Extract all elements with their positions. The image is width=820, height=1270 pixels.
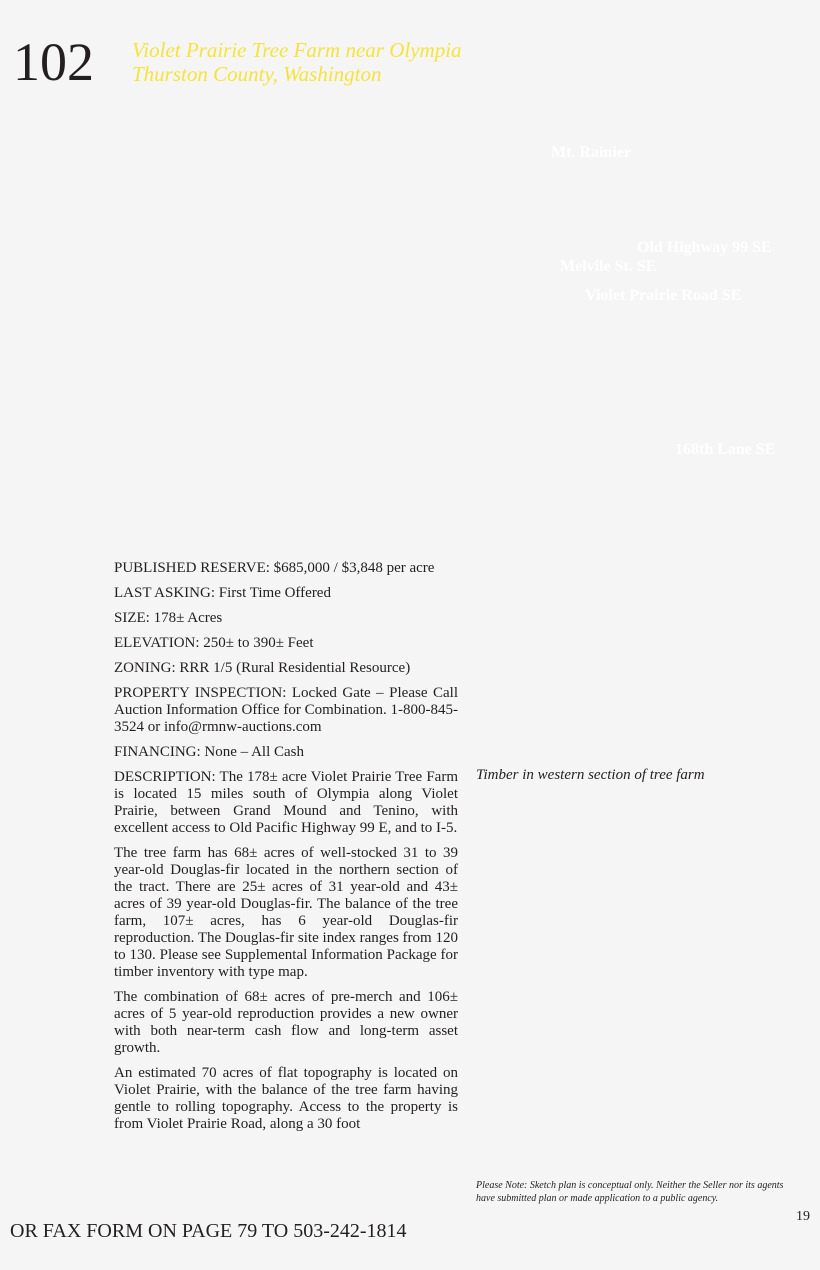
last-asking: LAST ASKING: First Time Offered <box>114 585 331 601</box>
sketch-plan-note: Please Note: Sketch plan is conceptual only. Neither the Seller nor its agents have submitted plan or made application to a public agency. <box>476 1180 784 1204</box>
map-label-violet-prairie-road: Violet Prairie Road SE <box>585 287 742 304</box>
paragraph-timber: The tree farm has 68± acres of well-stocked 31 to 39 year-old Douglas-fir located in the northern section of the tract. There are 25± acres of 31 year-old and 43± acres of 39 year-old Douglas-fir. The balance of the tree farm, 107± acres, has 6 year-old Douglas-fir reproduction. The Douglas-fir site index ranges from 120 to 130. Please see Supplemental Information Package for timber inventory with type map. <box>114 845 458 980</box>
page-number: 19 <box>796 1209 810 1224</box>
financing: FINANCING: None – All Cash <box>114 744 304 760</box>
description: DESCRIPTION: The 178± acre Violet Prairie Tree Farm is located 15 miles south of Olympia along Violet Prairie, between Grand Mound and Tenino, with excellent access to Old Pacific Highway 99 E, and to I-5. <box>114 769 458 836</box>
zoning: ZONING: RRR 1/5 (Rural Residential Resource) <box>114 660 411 676</box>
photo-caption: Timber in western section of tree farm <box>476 767 705 783</box>
property-inspection: PROPERTY INSPECTION: Locked Gate – Please Call Auction Information Office for Combination. 1-800-845-3524 or info@rmnw-auctions.com <box>114 685 458 735</box>
fax-footer: OR FAX FORM ON PAGE 79 TO 503-242-1814 <box>10 1220 407 1242</box>
elevation: ELEVATION: 250± to 390± Feet <box>114 635 314 651</box>
title-line-2: Thurston County, Washington <box>132 62 382 86</box>
property-title <box>132 38 462 86</box>
lot-number: 102 <box>13 32 94 92</box>
title-line-1: Violet Prairie Tree Farm near Olympia <box>132 38 462 62</box>
paragraph-topography: An estimated 70 acres of flat topography is located on Violet Prairie, with the balance of the tree farm having gentle to rolling topography. Access to the property is from Violet Prairie Road, along a 30 foot <box>114 1065 458 1132</box>
paragraph-combination: The combination of 68± acres of pre-merch and 106± acres of 5 year-old reproduction provides a new owner with both near-term cash flow and long-term asset growth. <box>114 989 458 1056</box>
map-label-168th-lane: 168th Lane SE <box>675 441 776 458</box>
size: SIZE: 178± Acres <box>114 610 223 626</box>
map-label-old-highway: Old Highway 99 SE <box>637 239 772 256</box>
published-reserve: PUBLISHED RESERVE: $685,000 / $3,848 per acre <box>114 560 435 576</box>
map-label-mt-rainier: Mt. Rainier <box>551 144 631 161</box>
map-label-melvile: Melvile St. SE <box>560 258 657 275</box>
property-details <box>114 560 458 1141</box>
